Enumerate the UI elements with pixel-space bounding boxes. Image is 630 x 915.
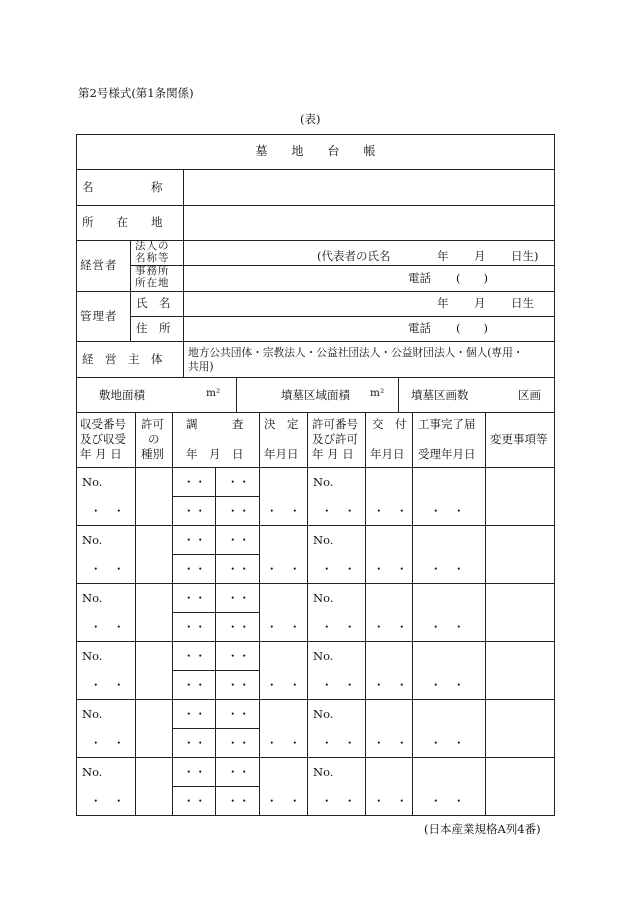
col-permit-2: の <box>148 432 160 446</box>
col-completion-1: 工事完了届 <box>418 417 476 431</box>
operator-month: 月 <box>474 249 486 263</box>
operator-phone-parens: ( ) <box>456 271 488 285</box>
grid-line <box>76 377 555 378</box>
grid-line <box>76 291 555 292</box>
receipt-date-dots: ・ ・ <box>90 678 125 692</box>
manager-day: 日生 <box>511 296 534 310</box>
grid-line <box>76 583 555 584</box>
receipt-no: No. <box>82 707 103 721</box>
entity-text-line-2: 共用) <box>188 360 214 373</box>
col-survey-2: 年 月 日 <box>186 447 244 461</box>
decision-date-dots: ・ ・ <box>266 562 301 576</box>
operator-office-label-2: 所在地 <box>135 277 170 289</box>
col-issue-1: 交 付 <box>372 417 407 431</box>
permit-no: No. <box>313 533 334 547</box>
receipt-date-dots: ・ ・ <box>90 562 125 576</box>
survey-dots: ・・ <box>183 533 206 547</box>
side-label: (表) <box>300 112 321 126</box>
survey-dots: ・・ <box>183 707 206 721</box>
col-permit-1: 許可 <box>141 417 164 431</box>
survey-dots: ・・ <box>227 649 250 663</box>
permit-date-dots: ・ ・ <box>321 504 356 518</box>
name-label: 名 称 <box>82 180 163 194</box>
operator-phone: 電話 <box>408 271 431 285</box>
table-title: 墓 地 台 帳 <box>255 144 376 158</box>
completion-date-dots: ・ ・ <box>430 620 465 634</box>
grid-line <box>76 134 555 135</box>
operator-day: 日生) <box>511 249 539 263</box>
receipt-no: No. <box>82 591 103 605</box>
receipt-date-dots: ・ ・ <box>90 794 125 808</box>
manager-phone: 電話 <box>408 321 431 335</box>
operator-label: 経営者 <box>80 258 118 272</box>
grid-line <box>76 467 555 468</box>
grid-line <box>76 134 77 816</box>
grid-line <box>307 412 308 816</box>
grave-area-label: 墳墓区域面積 <box>281 388 350 402</box>
grid-line <box>76 525 555 526</box>
issue-date-dots: ・ ・ <box>373 504 408 518</box>
survey-dots: ・・ <box>227 794 250 808</box>
grid-line <box>398 377 399 412</box>
receipt-date-dots: ・ ・ <box>90 504 125 518</box>
decision-date-dots: ・ ・ <box>266 620 301 634</box>
permit-no: No. <box>313 649 334 663</box>
col-receipt-2: 及び収受 <box>80 432 126 446</box>
grid-line <box>76 412 555 413</box>
decision-date-dots: ・ ・ <box>266 794 301 808</box>
permit-date-dots: ・ ・ <box>321 562 356 576</box>
col-permit-3: 種別 <box>141 447 164 461</box>
plot-count-unit: 区画 <box>518 388 541 402</box>
grid-line <box>76 169 555 170</box>
col-decision-1: 決 定 <box>264 417 299 431</box>
grid-line <box>183 169 184 377</box>
operator-name-label-1: 法人の <box>135 240 170 252</box>
permit-date-dots: ・ ・ <box>321 794 356 808</box>
col-receipt-3: 年 月 日 <box>80 447 122 461</box>
survey-dots: ・・ <box>227 736 250 750</box>
completion-date-dots: ・ ・ <box>430 736 465 750</box>
grid-line <box>130 240 131 341</box>
survey-dots: ・・ <box>227 475 250 489</box>
completion-date-dots: ・ ・ <box>430 562 465 576</box>
survey-dots: ・・ <box>227 678 250 692</box>
col-permit-no-1: 許可番号 <box>312 417 358 431</box>
survey-dots: ・・ <box>183 591 206 605</box>
grid-line <box>76 757 555 758</box>
grid-line <box>172 412 173 816</box>
receipt-no: No. <box>82 649 103 663</box>
grid-line <box>554 134 555 816</box>
grid-line <box>130 265 555 266</box>
survey-dots: ・・ <box>183 794 206 808</box>
permit-no: No. <box>313 591 334 605</box>
grid-line <box>76 205 555 206</box>
permit-date-dots: ・ ・ <box>321 620 356 634</box>
receipt-no: No. <box>82 765 103 779</box>
issue-date-dots: ・ ・ <box>373 794 408 808</box>
col-changes: 変更事項等 <box>490 432 548 446</box>
decision-date-dots: ・ ・ <box>266 736 301 750</box>
survey-dots: ・・ <box>227 562 250 576</box>
footer-note: (日本産業規格A列4番) <box>424 822 541 836</box>
survey-dots: ・・ <box>227 620 250 634</box>
receipt-no: No. <box>82 533 103 547</box>
grid-line <box>135 412 136 816</box>
completion-date-dots: ・ ・ <box>430 794 465 808</box>
survey-dots: ・・ <box>227 591 250 605</box>
site-area-label: 敷地面積 <box>99 388 145 402</box>
receipt-date-dots: ・ ・ <box>90 736 125 750</box>
survey-dots: ・・ <box>183 649 206 663</box>
manager-address-label: 住 所 <box>136 321 171 335</box>
manager-name-label: 氏 名 <box>136 296 171 310</box>
survey-dots: ・・ <box>183 620 206 634</box>
permit-no: No. <box>313 707 334 721</box>
survey-dots: ・・ <box>183 736 206 750</box>
survey-dots: ・・ <box>183 765 206 779</box>
col-completion-2: 受理年月日 <box>418 447 476 461</box>
operator-office-label-1: 事務所 <box>135 265 170 277</box>
permit-date-dots: ・ ・ <box>321 736 356 750</box>
survey-dots: ・・ <box>183 678 206 692</box>
completion-date-dots: ・ ・ <box>430 504 465 518</box>
survey-dots: ・・ <box>227 504 250 518</box>
entity-label: 経 営 主 体 <box>82 352 163 366</box>
issue-date-dots: ・ ・ <box>373 678 408 692</box>
completion-date-dots: ・ ・ <box>430 678 465 692</box>
grid-line <box>130 316 555 317</box>
col-receipt-1: 収受番号 <box>80 417 126 431</box>
permit-no: No. <box>313 765 334 779</box>
representative-text: (代表者の氏名 <box>317 249 391 263</box>
permit-no: No. <box>313 475 334 489</box>
grave-area-unit: m² <box>370 387 385 399</box>
survey-dots: ・・ <box>183 562 206 576</box>
manager-year: 年 <box>437 296 449 310</box>
col-issue-2: 年月日 <box>370 447 405 461</box>
site-area-unit: m² <box>206 387 221 399</box>
grid-line <box>76 341 555 342</box>
grid-line <box>412 412 413 816</box>
decision-date-dots: ・ ・ <box>266 678 301 692</box>
operator-year: 年 <box>437 249 449 263</box>
survey-dots: ・・ <box>227 765 250 779</box>
manager-phone-parens: ( ) <box>456 321 488 335</box>
manager-month: 月 <box>474 296 486 310</box>
plot-count-label: 墳墓区画数 <box>411 388 469 402</box>
survey-dots: ・・ <box>227 707 250 721</box>
issue-date-dots: ・ ・ <box>373 736 408 750</box>
survey-dots: ・・ <box>183 475 206 489</box>
location-label: 所 在 地 <box>82 215 163 229</box>
grid-line <box>76 641 555 642</box>
grid-line <box>76 815 555 816</box>
grid-line <box>76 699 555 700</box>
grid-line <box>215 467 216 816</box>
decision-date-dots: ・ ・ <box>266 504 301 518</box>
receipt-no: No. <box>82 475 103 489</box>
survey-dots: ・・ <box>183 504 206 518</box>
grid-line <box>365 412 366 816</box>
permit-date-dots: ・ ・ <box>321 678 356 692</box>
issue-date-dots: ・ ・ <box>373 620 408 634</box>
issue-date-dots: ・ ・ <box>373 562 408 576</box>
grid-line <box>236 377 237 412</box>
grid-line <box>259 412 260 816</box>
grid-line <box>485 412 486 816</box>
col-survey-1: 調 査 <box>186 417 244 431</box>
form-number: 第2号様式(第1条関係) <box>78 86 194 100</box>
col-permit-no-3: 年 月 日 <box>312 447 354 461</box>
operator-name-label-2: 名称等 <box>135 252 170 264</box>
survey-dots: ・・ <box>227 533 250 547</box>
receipt-date-dots: ・ ・ <box>90 620 125 634</box>
entity-text-line-1: 地方公共団体・宗教法人・公益社団法人・公益財団法人・個人(専用・ <box>188 346 524 359</box>
col-permit-no-2: 及び許可 <box>312 432 358 446</box>
manager-label: 管理者 <box>80 309 118 323</box>
col-decision-2: 年月日 <box>264 447 299 461</box>
